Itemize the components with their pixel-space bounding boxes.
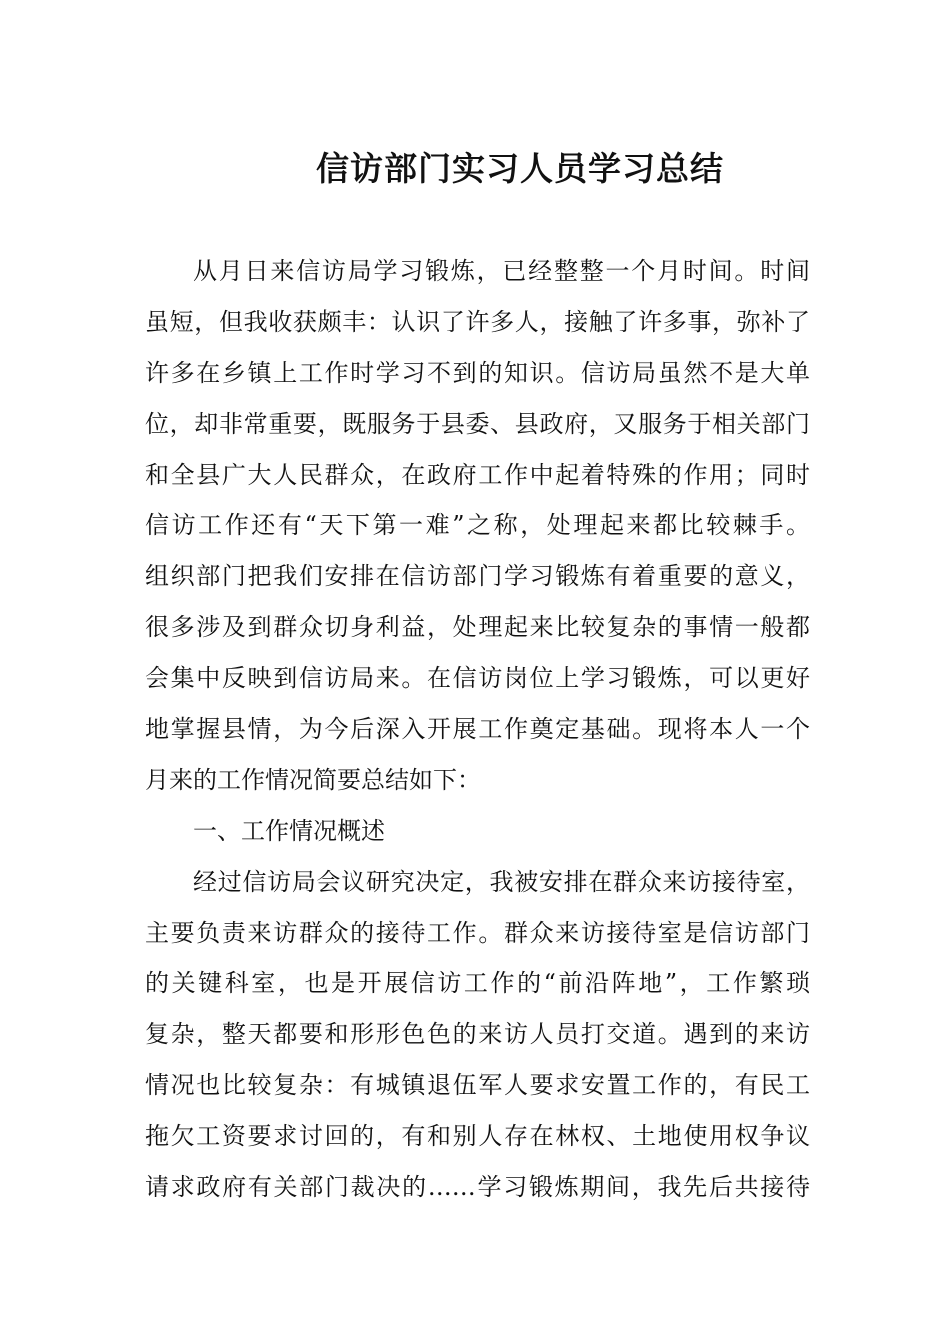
document-title: 信访部门实习人员学习总结 [316, 149, 724, 188]
text-line: 的关键科室，也是开展信访工作的“前沿阵地”，工作繁琐 [145, 969, 810, 998]
text-line: 许多在乡镇上工作时学习不到的知识。信访局虽然不是大单 [145, 358, 810, 387]
text-line: 月来的工作情况简要总结如下： [145, 765, 481, 794]
text-line: 从月日来信访局学习锻炼，已经整整一个月时间。时间 [193, 257, 810, 285]
document-body [145, 246, 810, 1213]
text-line: 地掌握县情，为今后深入开展工作奠定基础。现将本人一个 [145, 715, 810, 744]
text-line: 一、工作情况概述 [193, 816, 385, 845]
text-line: 信访工作还有“天下第一难”之称，处理起来都比较棘手。 [145, 511, 810, 540]
text-line: 和全县广大人民群众，在政府工作中起着特殊的作用；同时 [145, 460, 810, 489]
text-line: 复杂，整天都要和形形色色的来访人员打交道。遇到的来访 [145, 1020, 810, 1049]
text-line: 主要负责来访群众的接待工作。群众来访接待室是信访部门 [145, 918, 810, 947]
text-line: 请求政府有关部门裁决的……学习锻炼期间，我先后共接待 [145, 1173, 810, 1202]
text-line: 位，却非常重要，既服务于县委、县政府，又服务于相关部门 [145, 409, 810, 438]
text-line: 经过信访局会议研究决定，我被安排在群众来访接待室， [193, 867, 810, 896]
text-line: 拖欠工资要求讨回的，有和别人存在林权、土地使用权争议 [145, 1122, 810, 1151]
text-line: 虽短，但我收获颇丰：认识了许多人，接触了许多事，弥补了 [145, 307, 810, 336]
text-line: 很多涉及到群众切身利益，处理起来比较复杂的事情一般都 [145, 613, 810, 642]
text-line: 情况也比较复杂：有城镇退伍军人要求安置工作的，有民工 [145, 1071, 810, 1100]
text-line: 会集中反映到信访局来。在信访岗位上学习锻炼，可以更好 [145, 664, 810, 693]
text-line: 组织部门把我们安排在信访部门学习锻炼有着重要的意义， [145, 562, 810, 591]
